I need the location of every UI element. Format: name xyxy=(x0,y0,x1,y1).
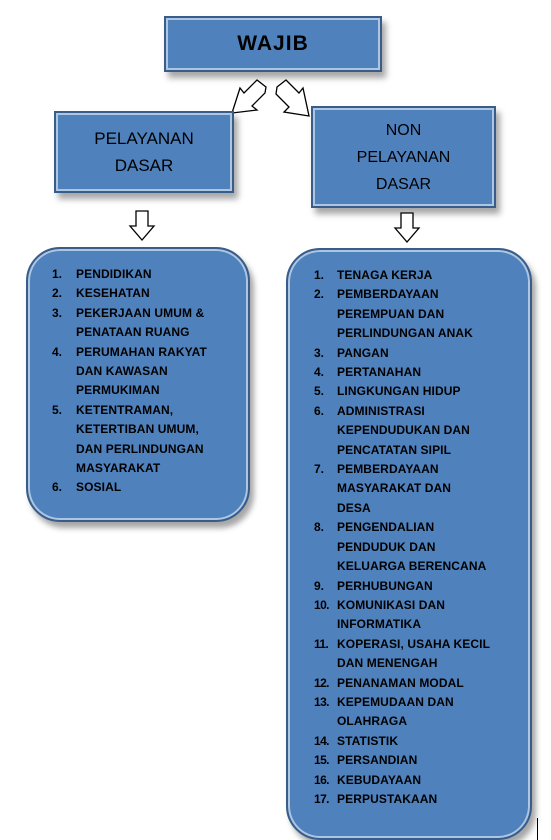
arrow-down-left-shape xyxy=(232,80,266,113)
list-item-number: 12. xyxy=(314,675,329,690)
list-item-text xyxy=(337,771,520,790)
list-item-number: 5. xyxy=(314,384,325,399)
list-item xyxy=(314,460,520,518)
list-item-line: KETENTRAMAN, xyxy=(76,402,174,417)
list-item-number: 9. xyxy=(314,578,325,593)
list-item-line: INFORMATIKA xyxy=(337,617,422,632)
list-item-line: PERSANDIAN xyxy=(337,753,418,768)
list-item xyxy=(314,363,520,382)
pelayanan-dasar-list-box xyxy=(26,247,250,522)
list-item-line: KOMUNIKASI DAN xyxy=(337,597,446,612)
list-item-line: PENANAMAN MODAL xyxy=(337,675,464,690)
list-item-line: PEMBERDAYAAN xyxy=(337,287,439,302)
list-item-line: KESEHATAN xyxy=(76,286,150,301)
list-item-number: 2. xyxy=(314,287,325,302)
list-item-number: 13. xyxy=(314,694,329,709)
list-item-line: PENCATATAN SIPIL xyxy=(337,442,452,457)
list-item xyxy=(314,577,520,596)
list-item-line: PERMUKIMAN xyxy=(76,383,160,398)
list-item-line: STATISTIK xyxy=(337,733,399,748)
list-item-number: 14. xyxy=(314,733,329,748)
list-item xyxy=(52,304,234,343)
list-item-text xyxy=(337,693,520,732)
list-item-line: PEMBERDAYAAN xyxy=(337,462,439,477)
list-item xyxy=(52,265,234,284)
list-item-number: 4. xyxy=(314,365,325,380)
list-item xyxy=(314,693,520,732)
list-item xyxy=(314,382,520,401)
list-item-number: 17. xyxy=(314,791,329,806)
list-item-text xyxy=(337,577,520,596)
list-item-line: PEKERJAAN UMUM & xyxy=(76,305,205,320)
list-item xyxy=(314,771,520,790)
list-item-line: SOSIAL xyxy=(76,480,122,495)
list-item-line: PENDUDUK DAN xyxy=(337,539,436,554)
title-label: WAJIB xyxy=(237,32,309,55)
list-item-text xyxy=(337,732,520,751)
list-item-line: KEBUDAYAAN xyxy=(337,772,422,787)
list-item xyxy=(314,790,520,809)
title-box-wajib xyxy=(164,16,382,72)
list-item xyxy=(314,285,520,343)
list-item-text xyxy=(337,460,520,518)
edge-line xyxy=(537,818,538,840)
list-item xyxy=(314,518,520,576)
list-item-text xyxy=(76,401,234,479)
list-item-text xyxy=(337,518,520,576)
list-item xyxy=(314,751,520,770)
list-item-line: PANGAN xyxy=(337,345,389,360)
list-item-number: 3. xyxy=(52,305,63,320)
list-item-line: PERLINDUNGAN ANAK xyxy=(337,326,473,341)
list-item xyxy=(314,402,520,460)
arrow-down-icon xyxy=(393,212,423,244)
list-item-text xyxy=(337,635,520,674)
non-pelayanan-dasar-list-box xyxy=(286,248,532,840)
list-item-text xyxy=(337,751,520,770)
arrow-down-icon xyxy=(128,210,158,242)
list-item-number: 10. xyxy=(314,597,329,612)
list-item-line: DESA xyxy=(337,500,371,515)
list-item-number: 8. xyxy=(314,520,325,535)
list-item-text xyxy=(76,304,234,343)
list-item xyxy=(52,401,234,479)
list-item-line: DAN KAWASAN xyxy=(76,364,168,379)
list-item xyxy=(52,478,234,497)
list-item-text xyxy=(76,478,234,497)
list-item-line: PERHUBUNGAN xyxy=(337,578,433,593)
list-item-line: PERTANAHAN xyxy=(337,365,422,380)
list-item-number: 1. xyxy=(52,267,63,281)
non-pelayanan-dasar-label-line: PELAYANAN xyxy=(356,148,451,166)
list-item-line: KOPERASI, USAHA KECIL xyxy=(337,636,491,651)
list-item-text xyxy=(337,596,520,635)
list-item-text xyxy=(76,284,234,303)
list-item-line: PENDIDIKAN xyxy=(76,267,152,281)
list-item-text xyxy=(337,790,520,809)
list-item-line: DAN PERLINDUNGAN xyxy=(76,441,204,456)
list-item-line: KEPENDUDUKAN DAN xyxy=(337,423,470,438)
list-item-text xyxy=(337,285,520,343)
list-item-line: KELUARGA BERENCANA xyxy=(337,559,487,574)
list-item-line: KEPEMUDAAN DAN xyxy=(337,694,454,709)
list-item-number: 6. xyxy=(314,403,325,418)
list-item xyxy=(52,284,234,303)
list-item xyxy=(314,344,520,363)
pelayanan-dasar-box xyxy=(54,111,234,193)
list-item-line: PENATAAN RUANG xyxy=(76,325,190,340)
list-item-line: OLAHRAGA xyxy=(337,714,408,729)
list-item xyxy=(314,674,520,693)
arrow-down-shape xyxy=(395,213,419,242)
list-item xyxy=(314,266,520,285)
list-item-number: 3. xyxy=(314,345,325,360)
list-item xyxy=(314,635,520,674)
list-item xyxy=(314,596,520,635)
list-item-line: PENGENDALIAN xyxy=(337,520,435,535)
list-item-line: DAN MENENGAH xyxy=(337,656,438,671)
list-item-text xyxy=(76,265,234,284)
list-item-number: 4. xyxy=(52,344,63,359)
non-pelayanan-dasar-box xyxy=(311,106,496,208)
list-item-number: 1. xyxy=(314,268,325,282)
arrow-down-right-shape xyxy=(276,80,309,116)
list-item-text xyxy=(337,344,520,363)
pelayanan-dasar-list xyxy=(52,265,234,498)
list-item-number: 15. xyxy=(314,753,329,768)
non-pelayanan-dasar-label-line: DASAR xyxy=(375,175,432,193)
list-item-number: 7. xyxy=(314,462,325,477)
list-item-line: PERPUSTAKAAN xyxy=(337,791,438,806)
list-item-number: 16. xyxy=(314,772,329,787)
list-item-line: TENAGA KERJA xyxy=(337,268,433,282)
list-item-line: ADMINISTRASI xyxy=(337,403,425,418)
list-item-number: 2. xyxy=(52,286,63,301)
list-item-number: 11. xyxy=(314,636,329,651)
non-pelayanan-dasar-list xyxy=(314,266,520,809)
list-item-text xyxy=(337,674,520,693)
non-pelayanan-dasar-label-line: NON xyxy=(385,121,422,139)
arrow-down-shape xyxy=(130,211,154,240)
list-item-line: KETERTIBAN UMUM, xyxy=(76,422,199,437)
list-item-text xyxy=(337,382,520,401)
list-item-line: MASYARAKAT DAN xyxy=(337,481,452,496)
list-item-number: 6. xyxy=(52,480,63,495)
list-item-line: PEREMPUAN DAN xyxy=(337,306,445,321)
pelayanan-dasar-label-line: PELAYANAN xyxy=(94,129,194,148)
list-item-line: MASYARAKAT xyxy=(76,461,161,476)
list-item-line: PERUMAHAN RAKYAT xyxy=(76,344,207,359)
list-item xyxy=(52,343,234,401)
list-item-text xyxy=(337,266,520,285)
list-item-text xyxy=(76,343,234,401)
list-item-line: LINGKUNGAN HIDUP xyxy=(337,384,461,399)
list-item xyxy=(314,732,520,751)
pelayanan-dasar-label-line: DASAR xyxy=(114,156,174,175)
list-item-number: 5. xyxy=(52,402,63,417)
list-item-text xyxy=(337,402,520,460)
list-item-text xyxy=(337,363,520,382)
